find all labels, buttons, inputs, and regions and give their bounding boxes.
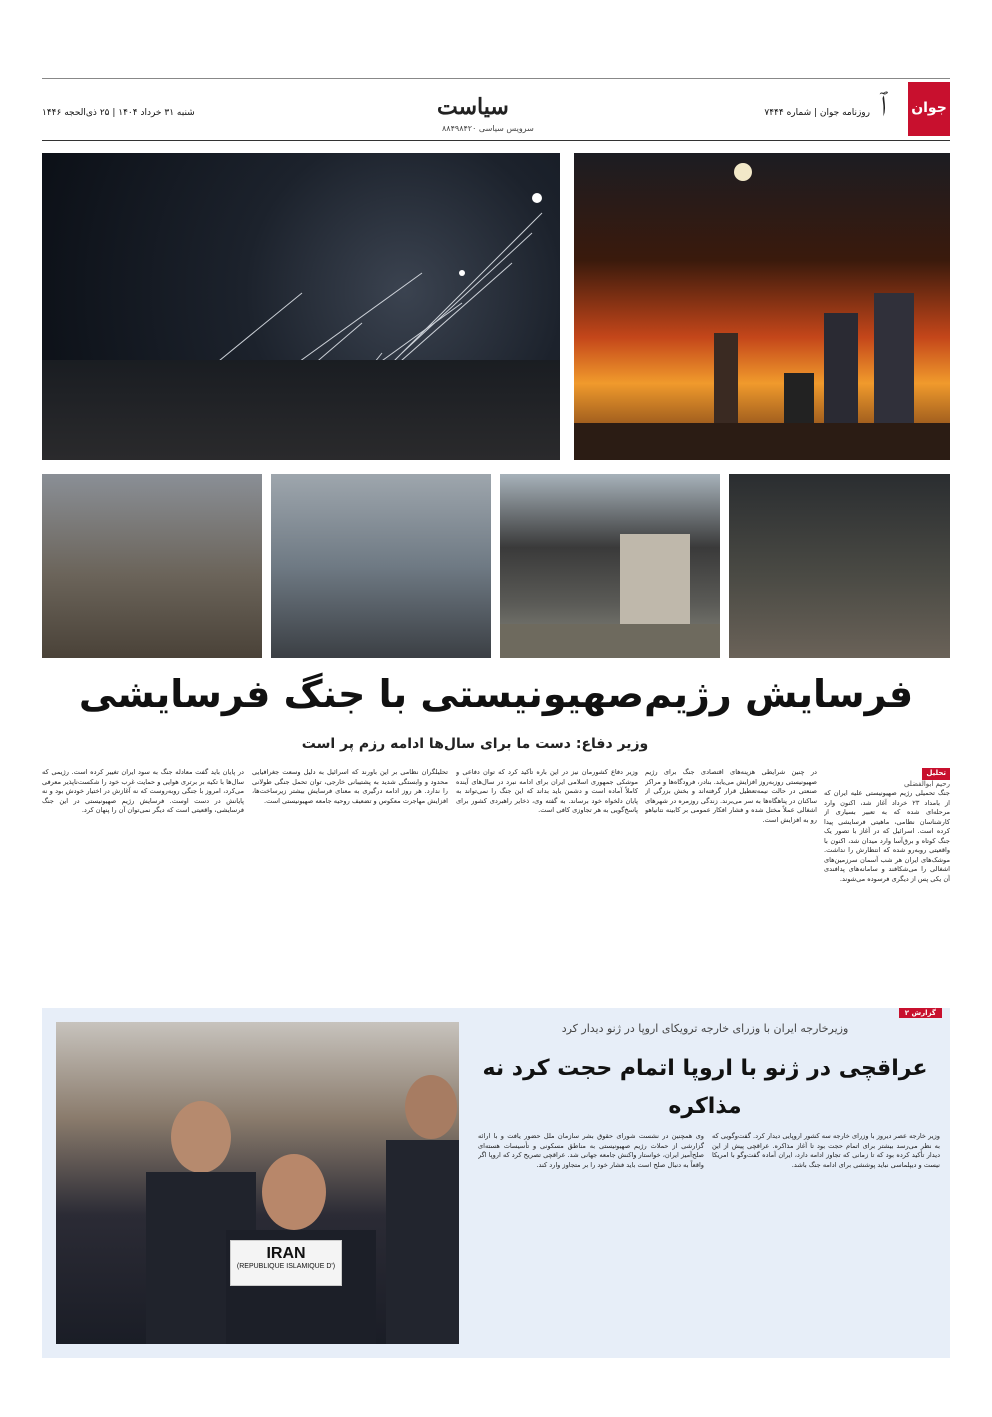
nameplate-country: IRAN — [266, 1245, 306, 1262]
iran-nameplate — [230, 1240, 342, 1286]
bottom-kicker: وزیرخارجه ایران با وزرای خارجه ترویکای اروپا در ژنو دیدار کرد — [561, 1022, 849, 1035]
bottom-column-2: وی همچنین در نشست شورای حقوق بشر سازمان ملل حضور یافت و با ارائه گزارشی از حملات رژیم صهیونیستی به مناطق مسکونی و تأسیسات هسته‌ای صلح‌آمیز ایران، خواستار واکنش جامعه جهانی شد. عراقچی تصریح کرد که اروپا اگر واقعاً به دنبال صلح است باید فشار خود را بر متجاوز وارد کند. — [478, 1132, 704, 1169]
main-headline: فرسایش رژیم‌صهیونیستی با جنگ فرسایشی — [78, 672, 914, 716]
article-column-5: در پایان باید گفت معادله جنگ به سود ایران تغییر کرده است. رژیمی که سال‌ها با تکیه بر برتری هوایی و حمایت غرب خود را شکست‌ناپذیر معرفی می‌کرد، امروز با جنگی روبه‌روست که نه آغازش در اختیار خودش بود و نه پایانش در دست اوست. فرسایش رژیم صهیونیستی در این جنگ فرسایشی، واقعیتی است که دیگر نمی‌توان آن را پنهان کرد. — [42, 768, 244, 814]
towers-silhouette-icon — [574, 153, 950, 460]
photo-destroyed-street — [42, 474, 262, 658]
photo-night-sky-interceptors — [42, 153, 560, 460]
logo-ornament-icon: ﭐ — [880, 89, 887, 122]
city-skyline — [42, 360, 560, 460]
newspaper-logo: جوان — [908, 82, 950, 136]
building-silhouette-icon — [500, 474, 720, 658]
report-tag: گزارش ۲ — [899, 1008, 942, 1018]
analysis-tag: تحلیل — [922, 768, 950, 780]
photo-araghchi-geneva — [56, 1022, 459, 1344]
photo-parking-shelter — [729, 474, 950, 658]
photo-subway-shelter — [271, 474, 491, 658]
article-column-3: وزیر دفاع کشورمان نیز در این باره تأکید کرد که توان دفاعی و موشکی جمهوری اسلامی ایران برای ادامه نبرد در سال‌های آینده کاملاً آماده است و دشمن باید بداند که این جنگ را نمی‌تواند به پایان دلخواه خود برساند. به گفته وی، ذخایر راهبردی کشور برای پاسخ‌گویی به هر تجاوزی کافی است. — [456, 768, 638, 814]
masthead — [42, 78, 950, 138]
section-title: سیاست — [437, 94, 509, 120]
article-column-2: در چنین شرایطی هزینه‌های اقتصادی جنگ برای رژیم صهیونیستی روزبه‌روز افزایش می‌یابد. بنادر، فرودگاه‌ها و مراکز صنعتی در حالت نیمه‌تعطیل قرار گرفته‌اند و بخش بزرگی از ساکنان در پناهگاه‌ها به سر می‌برند. زندگی روزمره در شهرهای اشغالی عملاً مختل شده و فشار افکار عمومی بر کابینه نتانیاهو رو به افزایش است. — [645, 768, 817, 824]
section-subtitle: سرویس سیاسی ۸۸۴۹۸۴۲۰ — [442, 124, 534, 133]
photo-burning-buildings — [574, 153, 950, 460]
bottom-column-1: وزیر خارجه عصر دیروز با وزرای خارجه سه کشور اروپایی دیدار کرد. گفت‌وگویی که به نظر می‌رسد بیشتر برای اتمام حجت بود تا آغاز مذاکره. عراقچی پیش از این دیدار تأکید کرده بود که تا زمانی که تجاوز ادامه دارد، ایران آماده گفت‌وگو با امریکا نیست و دیپلماسی نباید پوششی برای ادامه جنگ باشد. — [712, 1132, 940, 1169]
article-column-4: تحلیلگران نظامی بر این باورند که اسرائیل به دلیل وسعت جغرافیایی محدود و وابستگی شدید به پشتیبانی خارجی، توان تحمل جنگی طولانی را ندارد. هر روز ادامه درگیری به معنای فرسایش بیشتر زیرساخت‌ها، افزایش مهاجرت معکوس و تضعیف روحیه جامعه صهیونیستی است. — [252, 768, 448, 805]
subheadline: وزیر دفاع: دست ما برای سال‌ها ادامه رزم پر است — [301, 736, 649, 752]
issue-line: روزنامه جوان | شماره ۷۴۴۴ — [764, 108, 870, 118]
column-text: جنگ تحمیلی رژیم صهیونیستی علیه ایران که از بامداد ۲۳ خرداد آغاز شد، اکنون وارد مرحله‌ای شده که به تعبیر بسیاری از کارشناسان نظامی، ماهیتی فرسایشی پیدا کرده است. اسرائیل که در آغاز با تصور یک جنگ کوتاه و برق‌آسا وارد میدان شد، اکنون با واقعیتی روبه‌رو شده که انتظارش را نداشت. موشک‌های ایران هر شب آسمان سرزمین‌های اشغالی را می‌شکافند و سامانه‌های پدافندی آن یکی پس از دیگری فرسوده می‌شوند. — [824, 789, 950, 883]
article-column-1 — [824, 768, 950, 998]
delegates-silhouette-icon — [56, 1022, 459, 1344]
masthead-rule — [42, 140, 950, 141]
bottom-headline: عراقچی در ژنو با اروپا اتمام حجت کرد نه مذاکره — [482, 1056, 928, 1119]
nameplate-subtitle: (REPUBLIQUE ISLAMIQUE D') — [236, 1263, 336, 1270]
date-line: شنبه ۳۱ خرداد ۱۴۰۴ | ۲۵ ذی‌الحجه ۱۴۴۶ — [42, 108, 195, 118]
photo-smoke-building — [500, 474, 720, 658]
author-byline: رحیم ابوالفضلی — [903, 779, 950, 788]
